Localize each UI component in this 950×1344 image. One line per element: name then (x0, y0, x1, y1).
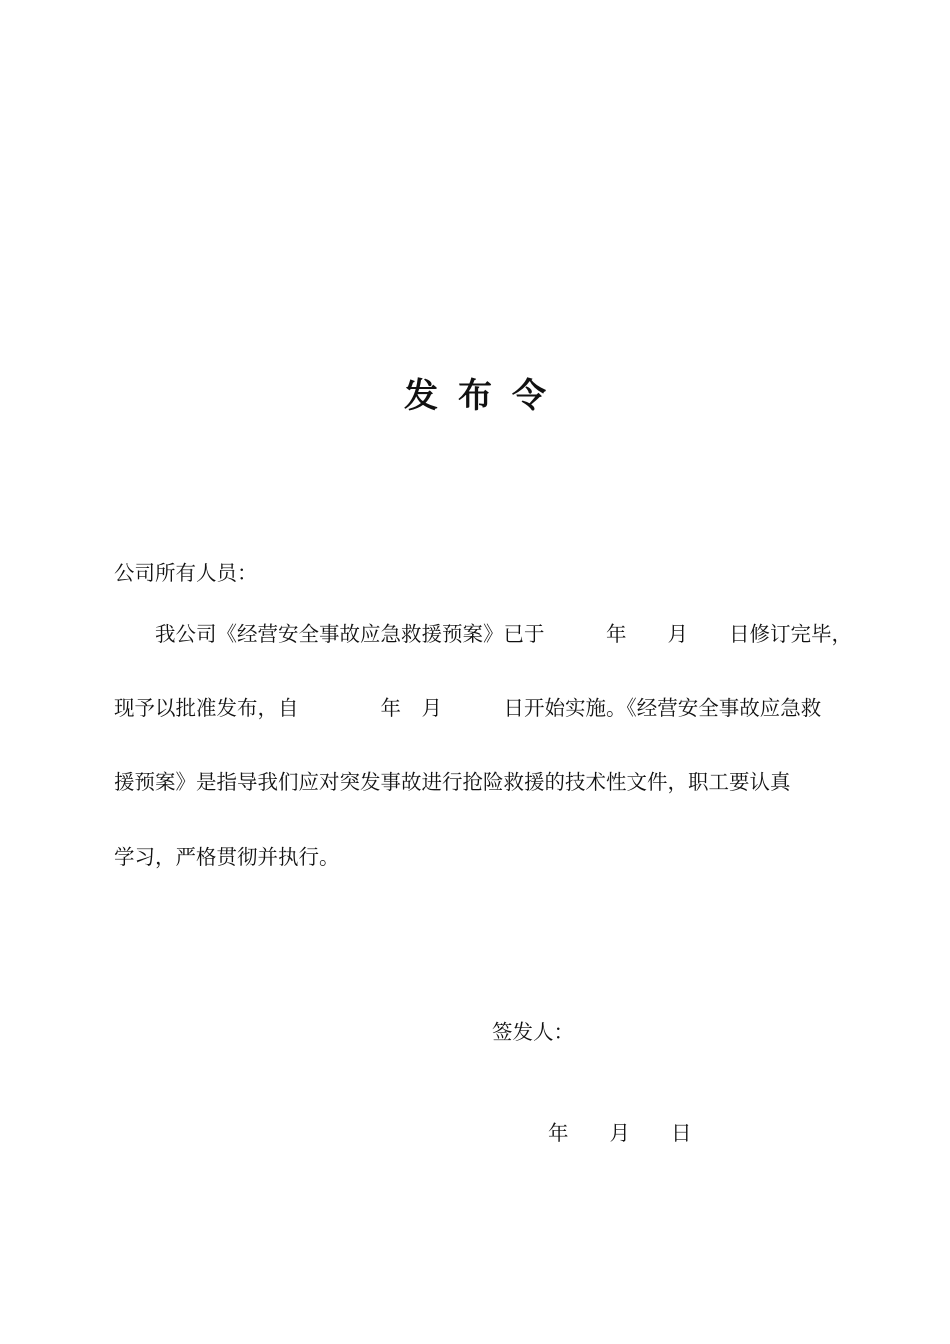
body-line: 我公司《经营安全事故应急救援预案》已于 年 月 日修订完毕， (114, 622, 852, 646)
salutation: 公司所有人员： (114, 561, 258, 585)
title-char: 令 (512, 376, 546, 416)
title-char: 布 (458, 376, 492, 416)
title-char: 发 (404, 376, 438, 416)
document-title (0, 372, 950, 420)
body-line: 现予以批准发布，自 年 月 日开始实施。《经营安全事故应急救 (114, 696, 822, 720)
body-line: 学习，严格贯彻并执行。 (114, 845, 340, 869)
signer-label: 签发人： (492, 1020, 574, 1044)
date-line: 年 月 日 (548, 1121, 692, 1145)
body-line: 援预案》是指导我们应对突发事故进行抢险救援的技术性文件，职工要认真 (114, 770, 791, 794)
